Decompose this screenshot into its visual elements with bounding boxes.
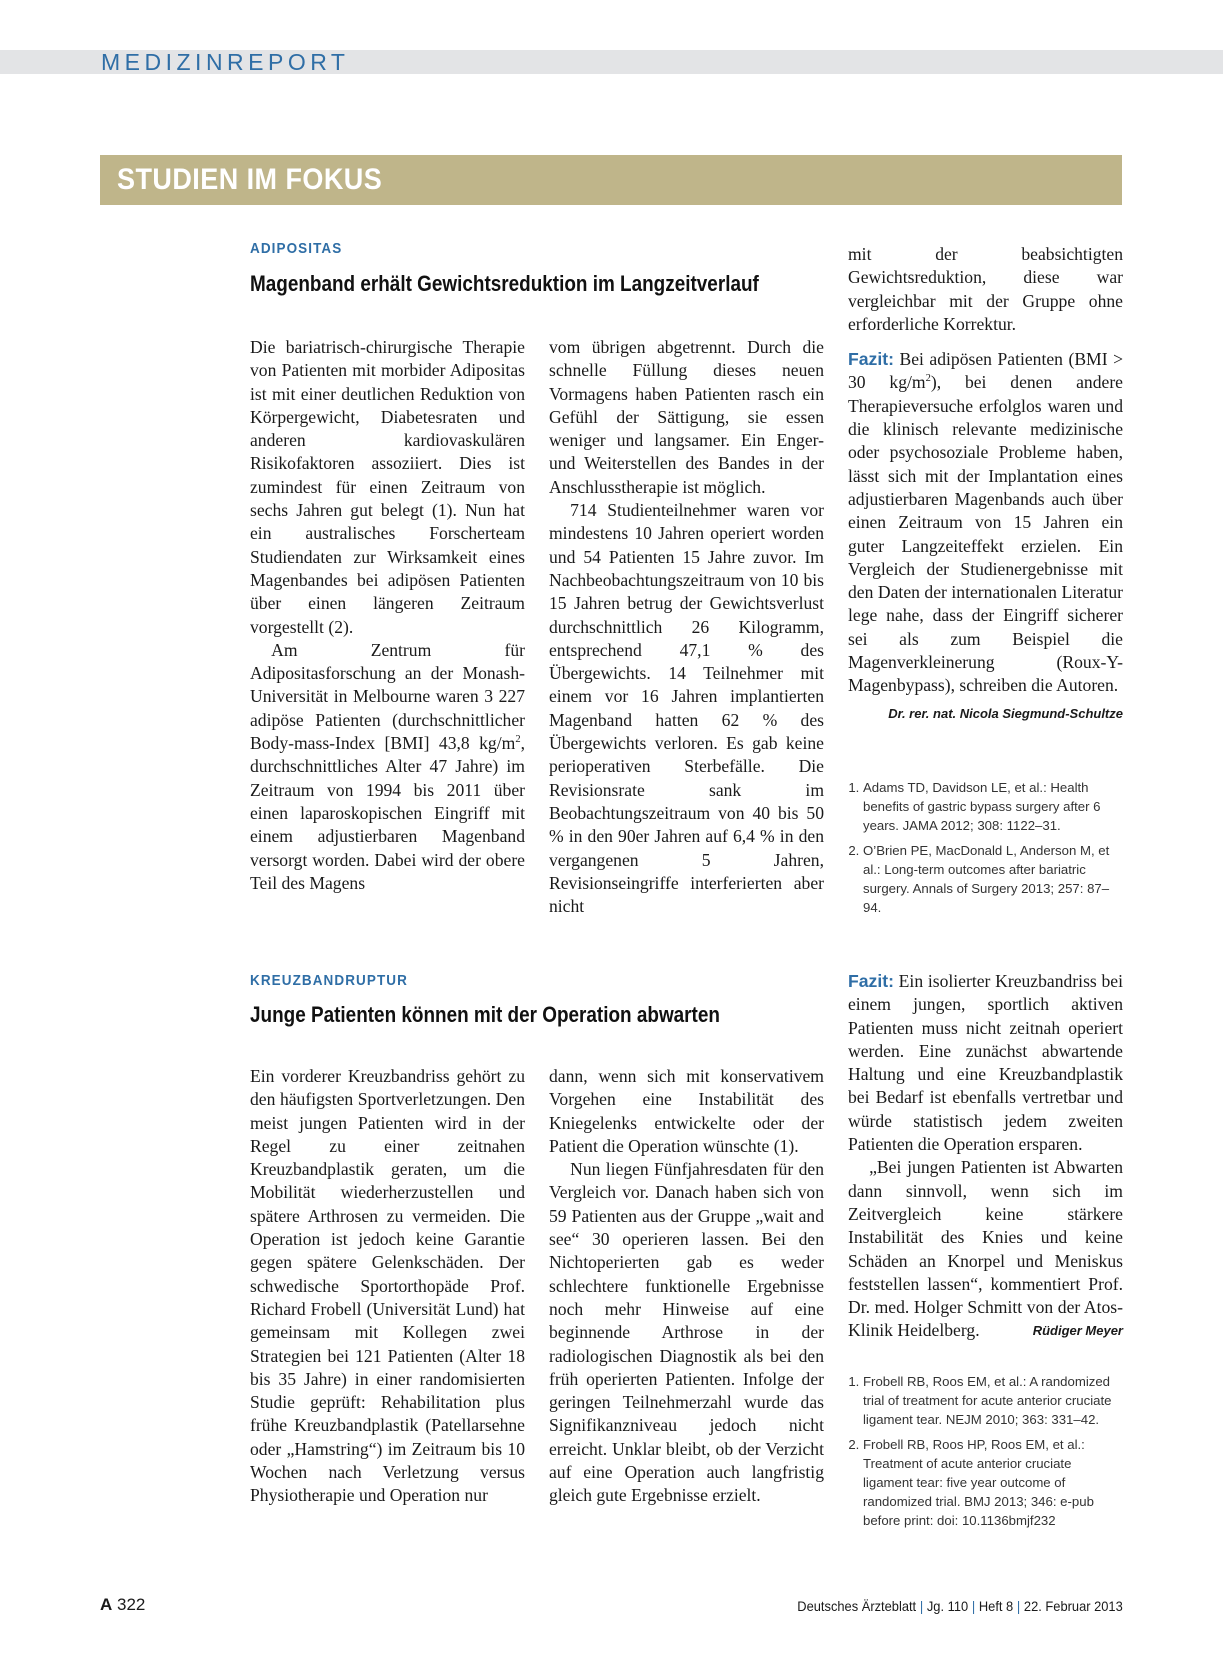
article2-fazit: Fazit: Ein isolierter Kreuzbandriss bei einem jungen, sportlich aktiven Patienten muss nicht zeitnah operiert werden. Eine zunächst abwartende Haltung und eine Kreuzbandplastik bei Bedarf ist ebenfalls vertretbar und würde statistisch jedem zweiten Patienten die Operation ersparen. [848,971,1123,1155]
article2-references [848,1372,1123,1536]
reference-item: 1. Frobell RB, Roos EM, et al.: A randomized trial of treatment for acute anterior cruciate ligament tear. NEJM 2010; 363: 331–42. [863,1372,1123,1429]
article1-column-2 [549,336,824,918]
article2-kicker: KREUZBANDRUPTUR [250,972,408,989]
article2-column-3 [848,970,1123,1343]
article2-column-1 [250,1065,525,1508]
section-label: MEDIZINREPORT [101,49,350,75]
journal-volume: Jg. 110 [927,1598,969,1614]
article1-paragraph: vom übrigen abgetrennt. Durch die schnelle Füllung dieses neuen Vormagens haben Patienten rasch ein Gefühl der Sättigung, sie essen weniger und langsamer. Ein Enger- und Weiterstellen des Bandes in der Anschlusstherapie ist möglich. [549,337,824,497]
article2-quote: „Bei jungen Patienten ist Abwarten dann sinnvoll, wenn sich im Zeitvergleich keine stärkere Instabilität des Knies und keine Schäden an Knorpel und Meniskus feststellen lassen“, kommentiert Prof. Dr. med. Holger Schmitt von der Atos-Klinik Heidelberg. Rüdiger Meyer [848,1156,1123,1342]
article1-author: Dr. rer. nat. Nicola Siegmund-Schultze [888,705,1123,721]
page-number: A 322 [100,1595,146,1614]
article2-author: Rüdiger Meyer [1032,1323,1123,1339]
article1-column-3 [848,243,1123,725]
article1-kicker: ADIPOSITAS [250,240,343,257]
article1-paragraph: 714 Studienteilnehmer waren vor mindestens 10 Jahren operiert worden und 54 Patienten 15 Jahre zuvor. Im Nachbeobachtungszeitraum von 10 bis 15 Jahren betrug der Gewichtsverlust durchschnittlich 26 Kilogramm, entsprechend 47,1 % des Übergewichts. 14 Teilnehmer mit einem vor 16 Jahren implantierten Magenband hatten 62 % des Übergewichts verloren. Es gab keine perioperativen Sterbefälle. Die Revisionsrate sank im Beobachtungszeitraum von 40 bis 50 % in den 90er Jahren auf 6,4 % in den vergangenen 5 Jahren, Revisionseingriffe interferierten aber nicht [549,500,824,917]
journal-footer: Deutsches Ärzteblatt | Jg. 110 | Heft 8 | 22. Februar 2013 [797,1598,1123,1614]
article1-column-1 [250,336,525,895]
article2-paragraph: dann, wenn sich mit konservativem Vorgehen eine Instabilität des Kniegelenks entwickelte oder der Patient die Operation wünschte (1). [549,1066,824,1156]
reference-item: 2. Frobell RB, Roos HP, Roos EM, et al.: Treatment of acute anterior cruciate ligament tear: five year outcome of randomized trial. BMJ 2013; 346: e-pub before print: doi: 10.1136bmjf232 [863,1435,1123,1530]
article1-paragraph: Am Zentrum für Adipositasforschung an der Monash-Universität in Melbourne waren 3 227 adipöse Patienten (durchschnittlicher Body-mass-Index [BMI] 43,8 $kg/m^2$, durchschnittliches Alter 47 Jahre) im Zeitraum von 1994 bis 2011 über einen laparoskopischen Eingriff mit einem adjustierbaren Magenband versorgt worden. Dabei wird der obere Teil des Magens [250,639,525,893]
journal-name: Deutsches Ärzteblatt [797,1598,917,1614]
journal-date: 22. Februar 2013 [1024,1598,1123,1614]
journal-issue: Heft 8 [979,1598,1014,1614]
banner-title: STUDIEN IM FOKUS [117,163,383,196]
article2-column-2 [549,1065,824,1508]
fazit-label: Fazit: [848,971,894,991]
article2-headline: Junge Patienten können mit der Operation abwarten [250,1002,720,1027]
article1-references [848,778,1123,923]
article1-paragraph: Die bariatrisch-chirurgische Therapie von Patienten mit morbider Adipositas ist mit einer deutlichen Reduktion von Körpergewicht, Diabetesraten und anderen kardiovaskulären Risikofaktoren assoziiert. Dies ist zumindest für einen Zeitraum von sechs Jahren gut belegt (1). Nun hat ein australisches Forscherteam Studiendaten zur Wirksamkeit eines Magenbandes bei adipösen Patienten über einen längeren Zeitraum vorgestellt (2). [250,337,525,637]
fazit-label: Fazit: [848,349,894,370]
article1-headline: Magenband erhält Gewichtsreduktion im Langzeitverlauf [250,271,759,296]
article1-fazit: Fazit: Bei adipösen Patienten (BMI > 30 $kg/m^2$), bei denen andere Therapieversuche erfolglos waren und die klinisch relevante medizinische oder psychosoziale Probleme haben, lässt sich mit der Implantation eines adjustierbaren Magenbands auch über einen Zeitraum von 15 Jahren ein guter Langzeiteffekt erzielen. Ein Vergleich der Studienergebnisse mit den Daten der internationalen Literatur lege nahe, dass der Eingriff sicherer sei als zum Beispiel die Magenverkleinerung (Roux-Y-Magenbypass), schreiben die Autoren. [848,349,1123,696]
article1-paragraph: mit der beabsichtigten Gewichtsreduktion, diese war vergleichbar mit der Gruppe ohne erforderliche Korrektur. [848,244,1123,334]
article2-paragraph: Ein vorderer Kreuzbandriss gehört zu den häufigsten Sportverletzungen. Den meist jungen Patienten wird in der Regel zu einer zeitnahen Kreuzbandplastik geraten, um die Mobilität wiederherzustellen und spätere Arthrosen zu vermeiden. Die Operation ist jedoch keine Garantie gegen spätere Gelenkschäden. Der schwedische Sportorthopäde Prof. Richard Frobell (Universität Lund) hat gemeinsam mit Kollegen zwei Strategien bei 121 Patienten (Alter 18 bis 35 Jahre) in einer randomisierten Studie geprüft: Rehabilitation plus frühe Kreuzbandplastik (Patellarsehne oder „Hamstring“) im Zeitraum bis 10 Wochen nach Verletzung versus Physiotherapie und Operation nur [250,1066,525,1506]
article2-paragraph: Nun liegen Fünfjahresdaten für den Vergleich vor. Danach haben sich von 59 Patienten aus der Gruppe „wait and see“ 30 operieren lassen. Bei den Nichtoperierten gab es weder schlechtere funktionelle Ergebnisse noch mehr Hinweise auf eine beginnende Arthrose in der radiologischen Diagnostik als bei den früh operierten Patienten. Infolge der geringen Teilnehmerzahl wurde das Signifikanzniveau jedoch nicht erreicht. Unklar bleibt, ob der Verzicht auf eine Operation auch langfristig gleich gute Ergebnisse erzielt. [549,1159,824,1506]
reference-item: 1. Adams TD, Davidson LE, et al.: Health benefits of gastric bypass surgery after 6 years. JAMA 2012; 308: 1122–31. [863,778,1123,835]
section-banner [100,155,1122,205]
reference-item: 2. O’Brien PE, MacDonald L, Anderson M, et al.: Long-term outcomes after bariatric surgery. Annals of Surgery 2013; 257: 87–94. [863,841,1123,917]
